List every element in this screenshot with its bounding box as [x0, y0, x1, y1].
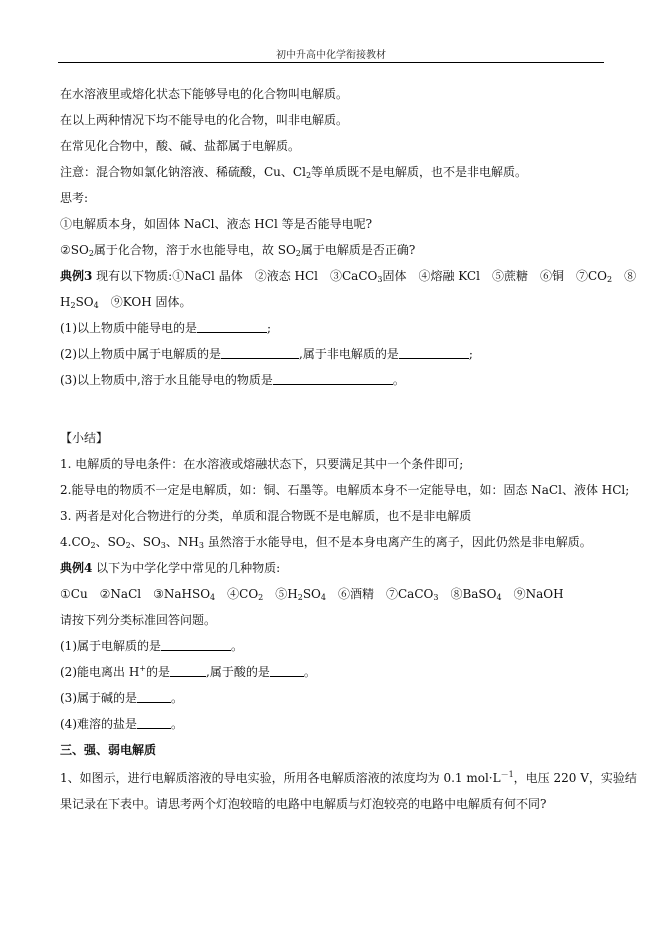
example4-part2: (2)能电离出 H+的是 ,属于酸的是 。 — [60, 664, 316, 679]
example3-part1: (1)以上物质中能导电的是 ; — [60, 321, 272, 335]
page-header: 初中升高中化学衔接教材 — [276, 50, 386, 61]
section-question-line1: 1、如图示，进行电解质溶液的导电实验，所用各电解质溶液的浓度均为 0.1 $mol\cdot L^{-1}$，电压 220 V，实验结 — [60, 770, 637, 785]
text-line-think: 思考: — [60, 191, 89, 205]
text-line-think-q2: $②SO_2$属于化合物，溶于水也能导电，故 $SO_2$属于电解质是否正确? — [60, 243, 416, 258]
answer-blank[interactable] — [270, 665, 304, 677]
answer-blank[interactable] — [399, 347, 469, 359]
answer-blank[interactable] — [197, 321, 267, 333]
example4-part3: (3)属于碱的是 。 — [60, 691, 184, 705]
example3-question-cont: $H_2SO_4$ ⑨KOH 固体。 — [60, 295, 192, 310]
section-question-line2: 果记录在下表中。请思考两个灯泡较暗的电路中电解质与灯泡较亮的电路中电解质有何不同? — [60, 797, 547, 811]
text-line-definition-electrolyte: 在水溶液里或熔化状态下能够导电的化合物叫电解质。 — [60, 87, 349, 101]
text-line-think-q1: ①电解质本身，如固体 NaCl、液态 HCl 等是否能导电呢? — [60, 217, 373, 231]
header-rule — [58, 62, 604, 63]
answer-blank[interactable] — [170, 665, 206, 677]
example4-part1: (1)属于电解质的是 。 — [60, 639, 244, 653]
answer-blank[interactable] — [273, 373, 393, 385]
summary-item-2: 2.能导电的物质不一定是电解质，如：铜、石墨等。电解质本身不一定能导电，如：固态 NaCl、液体 HCl; — [60, 483, 630, 497]
example3-question: 典例3 现有以下物质:①NaCl 晶体 ②液态 HCl ③CaCO$_3$固体 ④熔融 KCl ⑤蔗糖 ⑥铜 $⑦CO_2$ ⑧ — [60, 269, 637, 284]
text-line-definition-nonelectrolyte: 在以上两种情况下均不能导电的化合物，叫非电解质。 — [60, 113, 349, 127]
text-line-note: 注意：混合物如氯化钠溶液、稀硫酸，Cu、$Cl_2$等单质既不是电解质，也不是非电解质。 — [60, 165, 528, 180]
answer-blank[interactable] — [221, 347, 299, 359]
answer-blank[interactable] — [161, 639, 231, 651]
section-heading-strong-weak: 三、强、弱电解质 — [60, 743, 157, 757]
example4-instruction: 请按下列分类标准回答问题。 — [60, 613, 217, 627]
answer-blank[interactable] — [137, 717, 171, 729]
summary-item-1: 1. 电解质的导电条件：在水溶液或熔融状态下，只要满足其中一个条件即可; — [60, 457, 464, 471]
example3-part2: (2)以上物质中属于电解质的是 ,属于非电解质的是 ; — [60, 347, 473, 361]
summary-heading: 【小结】 — [60, 431, 109, 445]
text-line-common-compounds: 在常见化合物中，酸、碱、盐都属于电解质。 — [60, 139, 301, 153]
summary-item-3: 3. 两者是对化合物进行的分类，单质和混合物既不是电解质，也不是非电解质 — [60, 509, 472, 523]
example4-intro: 典例4 以下为中学化学中常见的几种物质: — [60, 561, 281, 575]
example4-substances: ①Cu ②NaCl ③NaHSO$_4$ $④CO_2$ $⑤H_2SO_4$ ⑥酒精 ⑦CaCO$_3$ ⑧BaSO$_4$ ⑨NaOH — [60, 587, 564, 602]
answer-blank[interactable] — [137, 691, 171, 703]
example3-part3: (3)以上物质中,溶于水且能导电的物质是 。 — [60, 373, 405, 387]
summary-item-4: $4.CO_2$、$SO_2$、$SO_3$、$NH_3$ 虽然溶于水能导电，但不是本身电离产生的离子，因此仍然是非电解质。 — [60, 535, 592, 550]
example4-part4: (4)难溶的盐是 。 — [60, 717, 184, 731]
